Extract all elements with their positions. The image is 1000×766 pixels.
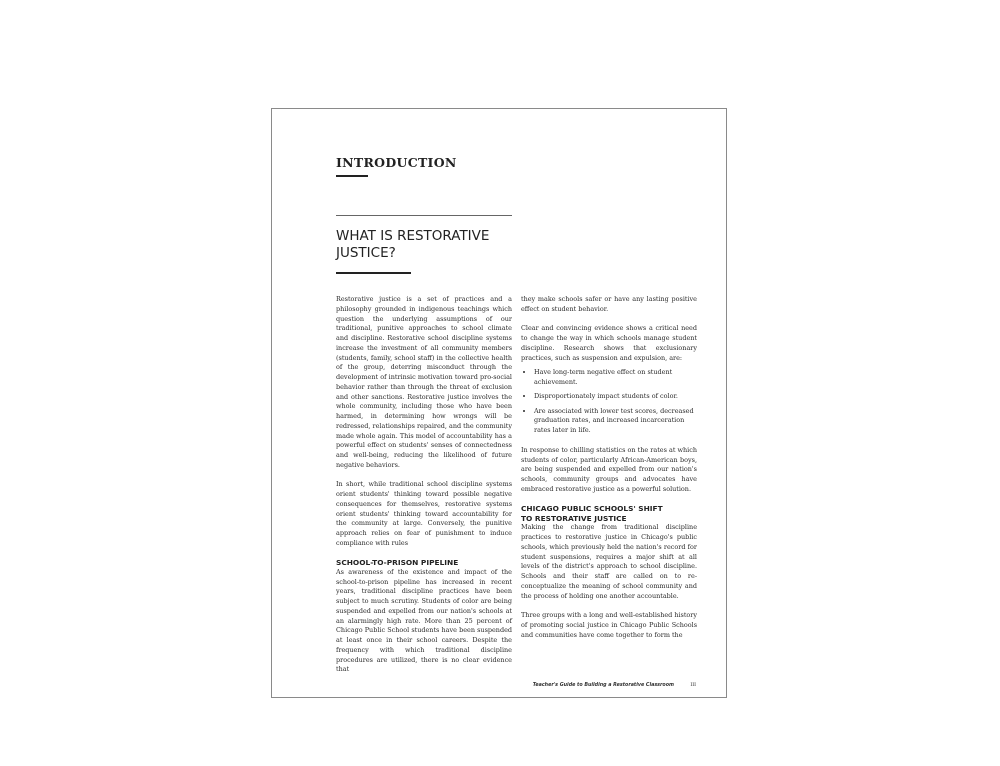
paragraph: Three groups with a long and well-established history of promoting social justice in Chicago Public Schools and communities have come together to form the — [521, 611, 698, 639]
paragraph: Making the change from traditional discipline practices to restorative justice in Chicago's public schools, which previously held the nation's record for student suspensions, requires a major shift at all levels of the district's approach to school discipline. Schools and their staff are called on to re-conceptualize the meaning of school community and the process of holding one another accountable. — [521, 523, 697, 600]
subheading-line: TO RESTORATIVE JUSTICE — [521, 513, 627, 523]
left-column — [336, 295, 512, 675]
subheading-line: CHICAGO PUBLIC SCHOOLS' SHIFT — [521, 504, 663, 514]
page-number: III — [690, 683, 696, 688]
subheading-pipeline: SCHOOL-TO-PRISON PIPELINE — [336, 558, 459, 568]
paragraph: In response to chilling statistics on the rates at which students of color, particularly African-American boys, are being suspended and expelled from our nation's schools, community groups and advocates have embraced restorative justice as a powerful solution. — [521, 445, 697, 493]
title-top-rule — [336, 215, 512, 216]
section-underline — [336, 175, 368, 177]
paragraph: Clear and convincing evidence shows a critical need to change the way in which schools manage student discipline. Research shows that exclusionary practices, such as suspension and expulsion, are: — [521, 324, 697, 362]
section-label: INTRODUCTION — [336, 155, 457, 170]
right-column — [521, 295, 697, 640]
paragraph: they make schools safer or have any lasting positive effect on student behavior. — [521, 295, 697, 313]
bullet-list — [521, 368, 697, 436]
paragraph: In short, while traditional school discipline systems orient students' thinking toward possible negative consequences for themselves, restorative systems orient students' thinking toward accountability for the community at large. Conversely, the punitive approach relies on fear of punishment to induce compliance with rules — [336, 480, 512, 547]
list-item: • Are associated with lower test scores, decreased graduation rates, and increased incarceration rates later in life. — [534, 407, 697, 436]
list-item: • Disproportionately impact students of color. — [534, 392, 697, 402]
footer-title: Teacher's Guide to Building a Restorative Classroom — [532, 683, 674, 688]
list-item: • Have long-term negative effect on student achievement. — [534, 368, 697, 388]
page-title: WHAT IS RESTORATIVE JUSTICE? — [336, 228, 490, 261]
title-underline — [336, 272, 411, 274]
paragraph: Restorative justice is a set of practices and a philosophy grounded in indigenous teachings which question the underlying assumptions of our traditional, punitive approaches to school climate and discipline. Restorative school discipline systems increase the investment of all community members (students, family, school staff) in the collective health of the group, deterring misconduct through the development of intrinsic motivation toward pro-social behavior rather than through the threat of exclusion and other sanctions. Restorative justice involves the whole community, including those who have been harmed, in determining how wrongs will be redressed, relationships repaired, and the community made whole again. This model of accountability has a powerful effect on students' senses of connectedness and well-being, reducing the likelihood of future negative behaviors. — [336, 295, 512, 469]
document-page — [271, 108, 727, 698]
subheading-cps-shift — [521, 504, 697, 523]
paragraph: As awareness of the existence and impact of the school-to-prison pipeline has increased in recent years, traditional discipline practices have been subject to much scrutiny. Students of color are being suspended and expelled from our nation's schools at an alarmingly high rate. More than 25 percent of Chicago Public School students have been suspended at least once in their school careers. Despite the frequency with which traditional discipline procedures are utilized, there is no clear evidence that — [336, 567, 512, 674]
